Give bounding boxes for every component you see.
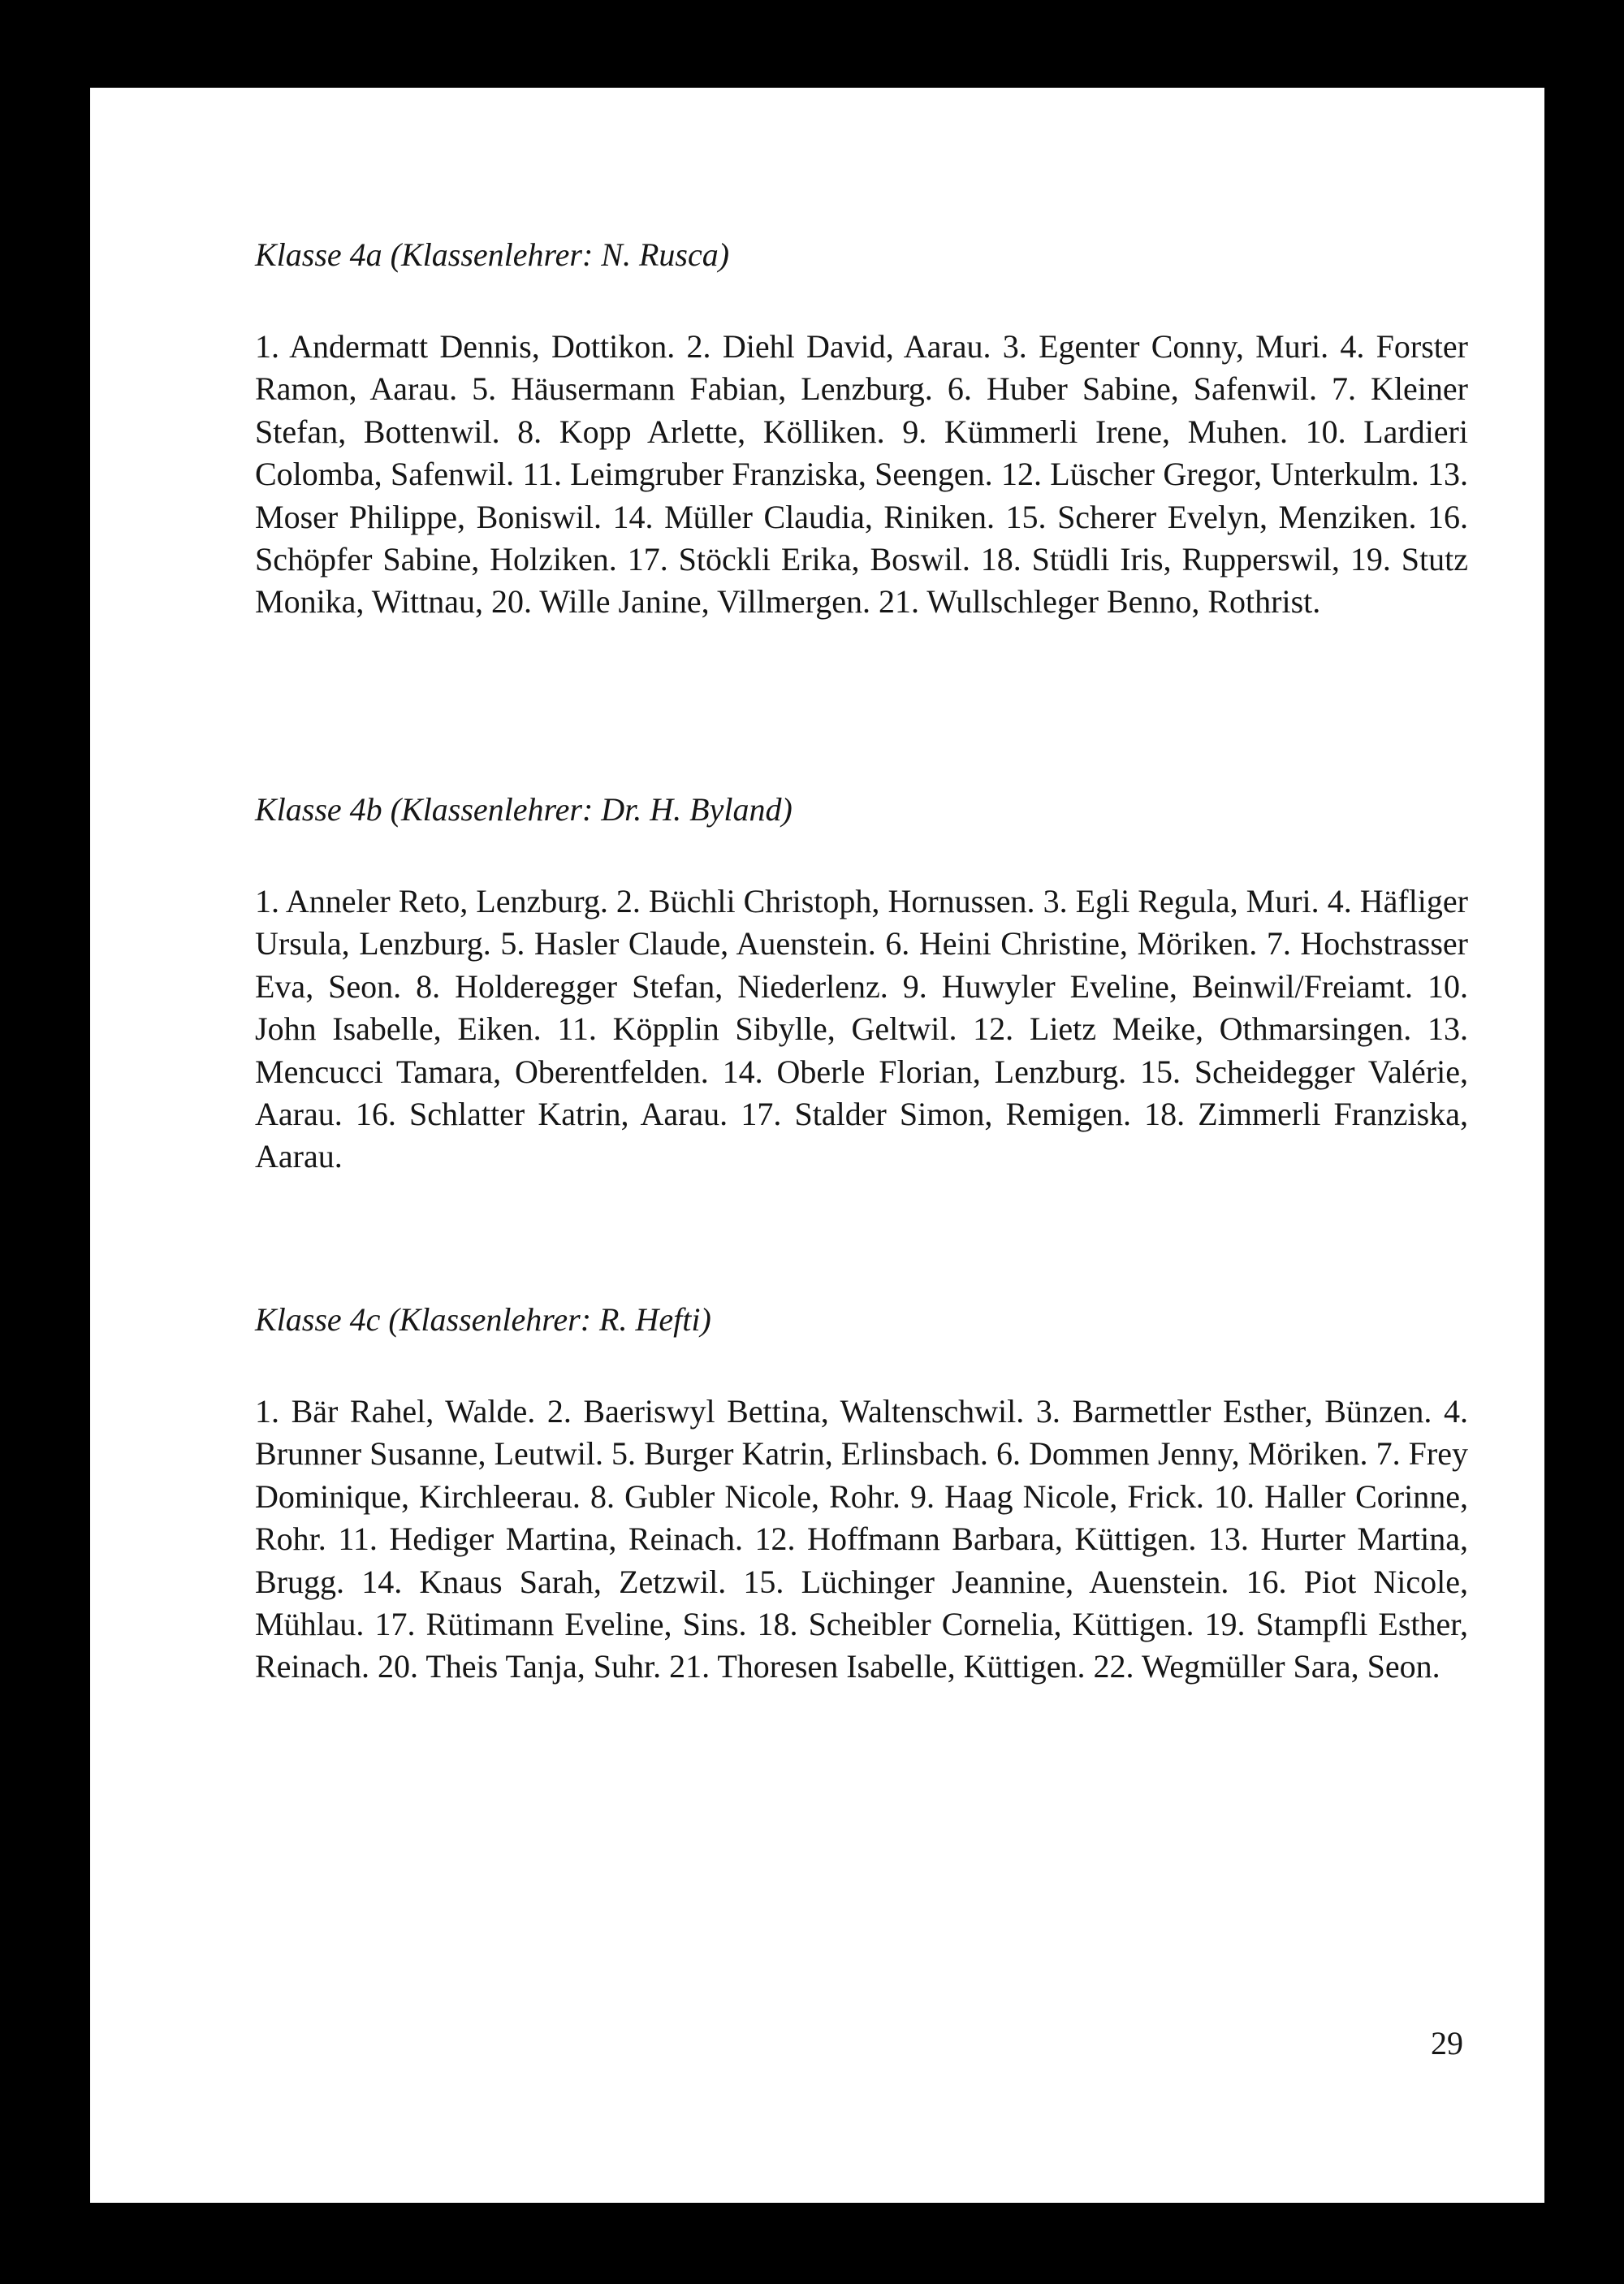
section-heading: Klasse 4c (Klassenlehrer: R. Hefti) xyxy=(255,1301,711,1338)
student-list: 1. Bär Rahel, Walde. 2. Baeriswyl Bettina, Waltenschwil. 3. Barmettler Esther, Bünzen. 4. Brunner Susanne, Leutwil. 5. Burger Katrin, Erlinsbach. 6. Dommen Jenny, Möriken. 7. Frey Dominique, Kirchleerau. 8. Gubler Nicole, Rohr. 9. Haag Nicole, Frick. 10. Haller Corinne, Rohr. 11. Hediger Martina, Reinach. 12. Hoffmann Barbara, Küttigen. 13. Hurter Martina, Brugg. 14. Knaus Sarah, Zetzwil. 15. Lüchinger Jeannine, Auenstein. 16. Piot Nicole, Mühlau. 17. Rütimann Eveline, Sins. 18. Scheibler Cornelia, Küttigen. 19. Stampfli Esther, Reinach. 20. Theis Tanja, Suhr. 21. Thoresen Isabelle, Küttigen. 22. Wegmüller Sara, Seon. xyxy=(255,1393,1468,1685)
student-list: 1. Anneler Reto, Lenzburg. 2. Büchli Christoph, Hornussen. 3. Egli Regula, Muri. 4. Häfliger Ursula, Lenzburg. 5. Hasler Claude, Auenstein. 6. Heini Christine, Möriken. 7. Hochstrasser Eva, Seon. 8. Holderegger Stefan, Niederlenz. 9. Huwyler Eveline, Beinwil/Freiamt. 10. John Isabelle, Eiken. 11. Köpplin Sibylle, Geltwil. 12. Lietz Meike, Othmarsingen. 13. Mencucci Tamara, Oberentfelden. 14. Oberle Florian, Lenzburg. 15. Scheidegger Valérie, Aarau. 16. Schlatter Katrin, Aarau. 17. Stalder Simon, Remigen. 18. Zimmerli Franziska, Aarau. xyxy=(255,883,1468,1175)
class-section-4a xyxy=(255,236,1468,624)
section-heading: Klasse 4a (Klassenlehrer: N. Rusca) xyxy=(255,236,730,273)
section-heading: Klasse 4b (Klassenlehrer: Dr. H. Byland) xyxy=(255,791,793,828)
document-page xyxy=(90,88,1544,2203)
class-section-4c xyxy=(255,1300,1468,1689)
class-section-4b xyxy=(255,790,1468,1179)
student-list: 1. Andermatt Dennis, Dottikon. 2. Diehl David, Aarau. 3. Egenter Conny, Muri. 4. Forster Ramon, Aarau. 5. Häusermann Fabian, Lenzburg. 6. Huber Sabine, Safenwil. 7. Kleiner Stefan, Bottenwil. 8. Kopp Arlette, Kölliken. 9. Kümmerli Irene, Muhen. 10. Lardieri Colomba, Safenwil. 11. Leimgruber Franziska, Seengen. 12. Lüscher Gregor, Unterkulm. 13. Moser Philippe, Boniswil. 14. Müller Claudia, Riniken. 15. Scherer Evelyn, Menziken. 16. Schöpfer Sabine, Holziken. 17. Stöckli Erika, Boswil. 18. Stüdli Iris, Rupperswil, 19. Stutz Monika, Wittnau, 20. Wille Janine, Villmergen. 21. Wullschleger Benno, Rothrist. xyxy=(255,328,1468,621)
page-number: 29 xyxy=(1431,2025,1463,2061)
